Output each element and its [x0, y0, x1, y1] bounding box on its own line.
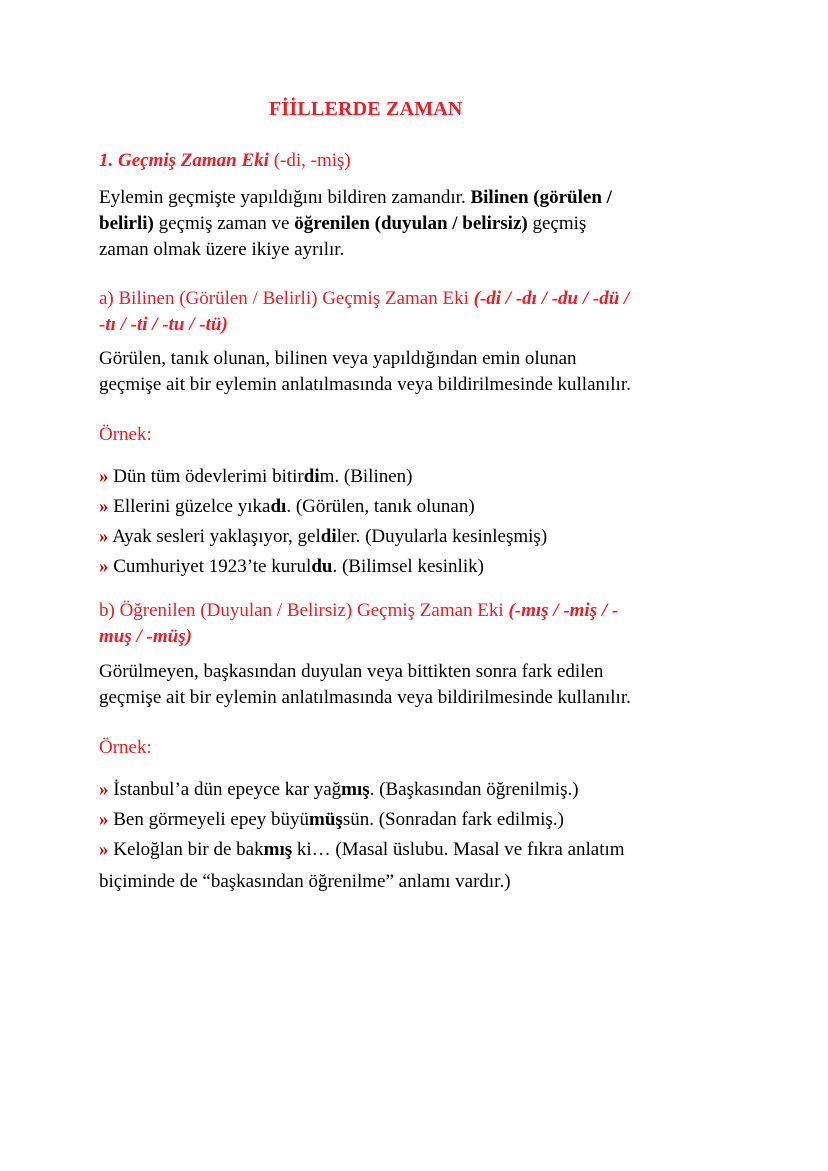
example-text: ki… (Masal üslubu. Masal ve fıkra anlatım: [292, 839, 625, 860]
list-item: [99, 805, 739, 835]
intro-bold-text: öğrenilen (duyulan / belirsiz): [294, 213, 528, 234]
intro-text: geçmiş: [527, 213, 587, 234]
subsection-b-suffixes: (-mış / -miş / -: [508, 600, 619, 621]
example-suffix: di: [320, 526, 337, 547]
example-suffix: müş: [309, 809, 343, 830]
paragraph-line: geçmişe ait bir eylemin anlatılmasında veya bildirilmesinde kullanılır.: [99, 687, 631, 708]
example-text: Ayak sesleri yaklaşıyor, gel: [108, 526, 321, 547]
bullet-icon: »: [99, 466, 109, 487]
example-text: . (Bilimsel kesinlik): [332, 556, 484, 577]
list-item: [99, 835, 739, 865]
example-text: . (Görülen, tanık olunan): [286, 496, 475, 517]
example-label: Örnek:: [99, 737, 152, 758]
list-item: [99, 775, 739, 805]
list-item: [99, 492, 739, 522]
paragraph-line: Görülmeyen, başkasından duyulan veya bittikten sonra fark edilen: [99, 661, 604, 682]
list-item-continuation: biçiminde de “başkasından öğrenilme” anlamı vardır.): [99, 871, 511, 892]
example-suffix: di: [303, 466, 320, 487]
page-title: FİİLLERDE ZAMAN: [269, 98, 463, 120]
subsection-b-heading: [99, 598, 739, 650]
example-text: . (Başkasından öğrenilmiş.): [369, 779, 579, 800]
list-item: [99, 522, 739, 552]
example-text: m. (Bilinen): [319, 466, 413, 487]
bullet-icon: »: [99, 526, 109, 547]
subsection-b-title: b) Öğrenilen (Duyulan / Belirsiz) Geçmiş Zaman Eki: [99, 600, 509, 621]
example-text: Ellerini güzelce yıka: [108, 496, 271, 517]
bullet-icon: »: [99, 779, 109, 800]
example-suffix: mış: [263, 839, 293, 860]
section-heading: [99, 148, 739, 174]
subsection-b-suffixes: muş / -müş): [99, 626, 192, 647]
list-item: [99, 552, 739, 582]
example-text: ler. (Duyularla kesinleşmiş): [336, 526, 548, 547]
section-heading-suffix: (-di, -miş): [268, 150, 351, 171]
subsection-b-paragraph: [99, 659, 739, 711]
subsection-a-heading: [99, 286, 739, 338]
example-text: İstanbul’a dün epeyce kar yağ: [108, 779, 342, 800]
example-text: Keloğlan bir de bak: [108, 839, 264, 860]
intro-text: zaman olmak üzere ikiye ayrılır.: [99, 239, 345, 260]
example-text: sün. (Sonradan fark edilmiş.): [342, 809, 564, 830]
subsection-a-title: a) Bilinen (Görülen / Belirli) Geçmiş Zaman Eki: [99, 288, 474, 309]
intro-bold-text: Bilinen (görülen /: [470, 187, 612, 208]
example-list: [99, 462, 739, 582]
subsection-a-paragraph: [99, 346, 739, 398]
intro-text: Eylemin geçmişte yapıldığını bildiren zamandır.: [99, 187, 471, 208]
example-suffix: mış: [341, 779, 370, 800]
bullet-icon: »: [99, 839, 109, 860]
bullet-icon: »: [99, 556, 109, 577]
example-text: Dün tüm ödevlerimi bitir: [108, 466, 304, 487]
paragraph-line: Görülen, tanık olunan, bilinen veya yapıldığından emin olunan: [99, 348, 577, 369]
subsection-a-suffixes: (-di / -dı / -du / -dü /: [473, 288, 630, 309]
section-heading-text: 1. Geçmiş Zaman Eki: [99, 150, 269, 171]
bullet-icon: »: [99, 496, 109, 517]
example-suffix: du: [311, 556, 333, 577]
example-list: [99, 775, 739, 897]
paragraph-line: geçmişe ait bir eylemin anlatılmasında veya bildirilmesinde kullanılır.: [99, 374, 631, 395]
example-suffix: dı: [270, 496, 287, 517]
example-label: Örnek:: [99, 424, 152, 445]
subsection-a-suffixes: -tı / -ti / -tu / -tü): [99, 314, 228, 335]
section-intro-paragraph: [99, 185, 739, 263]
example-text: Cumhuriyet 1923’te kurul: [108, 556, 312, 577]
intro-text: geçmiş zaman ve: [153, 213, 295, 234]
list-item: [99, 462, 739, 492]
bullet-icon: »: [99, 809, 109, 830]
intro-bold-text: belirli): [99, 213, 154, 234]
example-text: Ben görmeyeli epey büyü: [108, 809, 310, 830]
